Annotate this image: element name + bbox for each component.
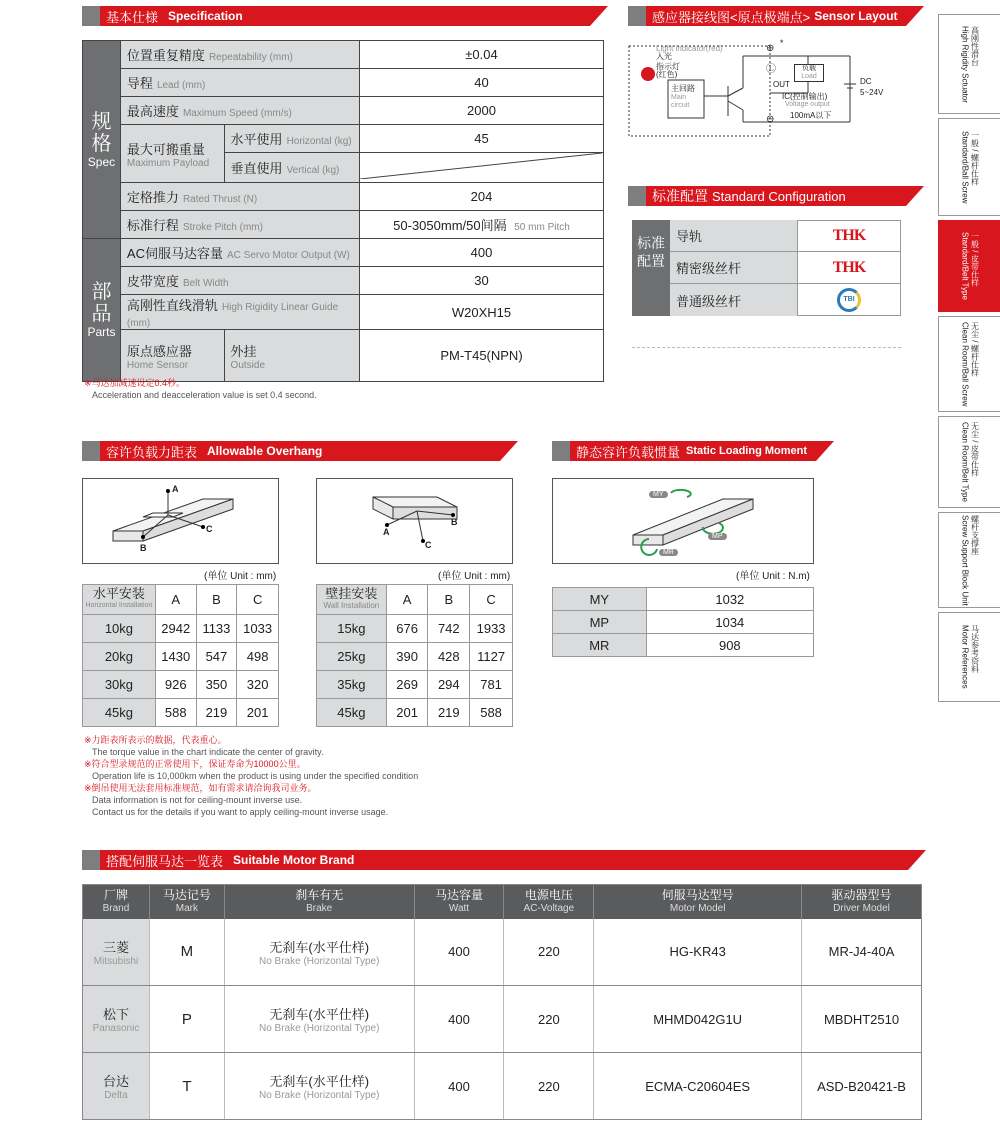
- moment-table: [552, 587, 814, 657]
- spec-row-value: W20XH15: [359, 295, 603, 330]
- wall-title: 壁挂安装 Wall Installation: [317, 585, 387, 615]
- sidebar-tab-clean-belt[interactable]: 无尘 / 皮带仕样 Clean Room/Belt Type: [938, 416, 1000, 508]
- thk-logo: THK: [832, 258, 866, 276]
- spec-row-label: 皮带宽度 Belt Width: [120, 267, 359, 295]
- watt-header: 马达容量 Watt: [414, 885, 504, 919]
- diagonal-slash: [360, 153, 602, 179]
- table-row: 35kg 269 294 781: [317, 671, 513, 699]
- wall-overhang-table: [316, 584, 513, 727]
- minus-terminal-icon: ⊖: [766, 114, 775, 125]
- motor-section-header: [82, 850, 926, 870]
- spec-row-label: 高刚性直线滑轨 High Rigidity Linear Guide (mm): [120, 295, 359, 330]
- table-row: 20kg 1430 547 498: [83, 643, 279, 671]
- spec-section-header: [82, 6, 608, 26]
- sidebar-tab-motor-references[interactable]: 马达参考资料 Motor References: [938, 612, 1000, 702]
- spec-row-value: 400: [359, 239, 603, 267]
- voltage-header: 电源电压 AC-Voltage: [504, 885, 594, 919]
- motor-header-en: Suitable Motor Brand: [233, 853, 355, 867]
- mr-label: MR: [659, 549, 678, 556]
- unit-label-moment: (单位 Unit : N.m): [736, 571, 810, 582]
- col-a-header: A: [386, 585, 428, 615]
- light-indicator-label: Light indicator(red): [656, 44, 723, 53]
- table-row: 三菱 Mitsubishi M 无刹车(水平仕样) No Brake (Horizontal Type) 400 220 HG-KR43 MR-J4-40A: [83, 919, 922, 986]
- table-row: 25kg 390 428 1127: [317, 643, 513, 671]
- in-light-label: 入光: [656, 52, 672, 61]
- overhang-header-en: Allowable Overhang: [207, 444, 323, 458]
- config-table: [632, 220, 901, 348]
- moment-header-en: Static Loading Moment: [686, 445, 808, 457]
- table-row: MP 1034: [553, 611, 814, 634]
- motor-table: [82, 884, 922, 1120]
- payload-horizontal-value: 45: [359, 125, 603, 153]
- config-row: 普通级丝杆 TBI: [670, 284, 901, 316]
- spec-row-label: 标准行程 Stroke Pitch (mm): [120, 211, 359, 239]
- load-terminal-icon: Ⓛ: [766, 64, 776, 75]
- sidebar-tab-standard-ball-screw[interactable]: 一般 / 螺杆仕样 Standard/Ball Screw: [938, 118, 1000, 216]
- overhang-notes: ※力距表所表示的数据，代表重心。 The torque value in the chart indicate the center of gravity. ※符合型录规范的正常使用下，保证寿命为10000公里。 Operation life is 10,000km when the product is using under the specified condition ※倒吊使用无法套用标准规范，如有需求请洽询我司业务。 Data information is not for ceiling-mount inverse use. Contact us for the details if you want to apply ceiling-mount inverse usage.: [84, 735, 419, 817]
- sensor-wiring-diagram: [628, 36, 884, 140]
- sidebar-tab-high-rigidity[interactable]: 高刚性滑台 High Rigidity Sctuator: [938, 14, 1000, 114]
- red-label: (红色): [656, 70, 678, 79]
- spec-row-value: 204: [359, 183, 603, 211]
- config-section-header: [628, 186, 924, 206]
- table-row: 松下 Panasonic P 无刹车(水平仕样) No Brake (Horizontal Type) 400 220 MHMD042G1U MBDHT2510: [83, 986, 922, 1053]
- motor-header-cn: 搭配伺服马达一览表: [106, 853, 224, 869]
- spec-row-value: 50-3050mm/50间隔 50 mm Pitch: [359, 211, 603, 239]
- sidebar-tab-screw-support[interactable]: 螺杆支撑座 Screw Support Block Unit: [938, 512, 1000, 608]
- table-row: 10kg 2942 1133 1033: [83, 615, 279, 643]
- plus-terminal-icon: ⊕: [766, 43, 775, 54]
- table-row: 台达 Delta T 无刹车(水平仕样) No Brake (Horizontal Type) 400 220 ECMA-C20604ES ASD-B20421-B: [83, 1053, 922, 1120]
- wall-rail-drawing: [317, 479, 514, 565]
- overhang-section-header: [82, 441, 518, 461]
- indicator-label: 指示灯: [656, 62, 680, 71]
- spec-row-label: 位置重复精度 Repeatability (mm): [120, 41, 359, 69]
- horizontal-overhang-table: [82, 584, 279, 727]
- col-b-header: B: [428, 585, 470, 615]
- unit-label-wall: (单位 Unit : mm): [438, 571, 511, 582]
- spec-header-cn: 基本仕様: [106, 9, 159, 25]
- dc-voltage-label: 5~24V: [860, 88, 884, 97]
- horizontal-title: 水平安装 Horizontal Installation: [83, 585, 156, 615]
- voltage-output-label: Voltage output: [785, 101, 830, 108]
- dc-label: DC: [860, 77, 872, 86]
- home-sensor-value: PM-T45(NPN): [359, 330, 603, 382]
- table-row: 30kg 926 350 320: [83, 671, 279, 699]
- home-sensor-label: 原点感应器 Home Sensor: [120, 330, 224, 382]
- table-row: MR 908: [553, 634, 814, 657]
- moment-header-cn: 静态容许负载惯量: [576, 444, 681, 460]
- out-label: OUT: [773, 80, 790, 89]
- table-row: MY 1032: [553, 588, 814, 611]
- driver-model-header: 驱动器型号 Driver Model: [802, 885, 922, 919]
- main-circuit-cn: 主回路: [671, 84, 695, 93]
- payload-vertical-value: [359, 153, 603, 183]
- col-c-header: C: [237, 585, 279, 615]
- current-limit-label: 100mA以下: [790, 111, 832, 120]
- moment-diagram: [552, 478, 814, 564]
- config-row: 导轨 THK: [670, 220, 901, 252]
- main-circuit-en: Main circuit: [671, 94, 690, 109]
- brake-header: 刹车有无 Brake: [224, 885, 414, 919]
- brand-header: 厂牌 Brand: [83, 885, 150, 919]
- spec-table: [82, 40, 604, 382]
- table-row: 45kg 588 219 201: [83, 699, 279, 727]
- sensor-header-en: Sensor Layout: [814, 9, 898, 23]
- config-side-label: 标准配置: [632, 220, 670, 316]
- load-box: 负载 Load: [794, 64, 824, 82]
- horizontal-installation-diagram: [82, 478, 279, 564]
- point-b-label: B: [451, 517, 458, 527]
- sidebar-tab-standard-belt[interactable]: 一般 / 皮带仕样 Standard/Belt Type: [938, 220, 1000, 312]
- moment-rail-drawing: [553, 479, 815, 565]
- point-a-label: A: [172, 484, 179, 494]
- spec-row-label: 导程 Lead (mm): [120, 69, 359, 97]
- spec-row-label: 最高速度 Maximum Speed (mm/s): [120, 97, 359, 125]
- wall-installation-diagram: [316, 478, 513, 564]
- sensor-header-cn: 感应器接线图<原点极端点>: [652, 9, 811, 25]
- config-header-cn: 标准配置: [652, 188, 708, 204]
- tbi-logo: TBI: [797, 288, 901, 312]
- spec-row-value: 2000: [359, 97, 603, 125]
- table-row: 45kg 201 219 588: [317, 699, 513, 727]
- sidebar-tab-clean-ball-screw[interactable]: 无尘 / 螺杆仕样 Clean Room/Ball Screw: [938, 316, 1000, 412]
- spec-row-value: ±0.04: [359, 41, 603, 69]
- col-a-header: A: [155, 585, 196, 615]
- spec-row-label: AC伺服马达容量 AC Servo Motor Output (W): [120, 239, 359, 267]
- col-b-header: B: [196, 585, 237, 615]
- point-b-label: B: [140, 543, 147, 553]
- motor-model-header: 伺服马达型号 Motor Model: [594, 885, 802, 919]
- my-label: MY: [649, 491, 668, 498]
- overhang-header-cn: 容许负载力距表: [106, 444, 198, 460]
- point-c-label: C: [425, 540, 432, 550]
- outside-label: 外挂 Outside: [224, 330, 359, 382]
- point-c-label: C: [206, 524, 213, 534]
- payload-vertical-label: 垂直使用 Vertical (kg): [224, 153, 359, 183]
- spec-row-value: 40: [359, 69, 603, 97]
- config-row: 精密级丝杆 THK: [670, 252, 901, 284]
- spec-header-en: Specification: [168, 9, 243, 23]
- table-row: 15kg 676 742 1933: [317, 615, 513, 643]
- thk-logo: THK: [832, 226, 866, 244]
- parts-group-label: 部品 Parts: [83, 239, 121, 382]
- spec-row-value: 30: [359, 267, 603, 295]
- config-header-en: Standard Configuration: [712, 188, 846, 204]
- payload-label: 最大可搬重量 Maximum Payload: [120, 125, 224, 183]
- mark-header: 马达记号 Mark: [149, 885, 224, 919]
- spec-row-label: 定格推力 Rated Thrust (N): [120, 183, 359, 211]
- col-c-header: C: [470, 585, 513, 615]
- spec-group-label: 规格 Spec: [83, 41, 121, 239]
- payload-horizontal-label: 水平使用 Horizontal (kg): [224, 125, 359, 153]
- mp-label: MP: [708, 533, 727, 540]
- star-mark: *: [780, 38, 784, 48]
- ic-label: IC(控制输出): [782, 92, 828, 101]
- unit-label-horizontal: (单位 Unit : mm): [204, 571, 277, 582]
- moment-section-header: [552, 441, 834, 461]
- horizontal-rail-drawing: [83, 479, 280, 565]
- point-a-label: A: [383, 527, 390, 537]
- sensor-section-header: [628, 6, 924, 26]
- spec-note: ※马达加减速设定0.4秒。 Acceleration and deacceleration value is set 0.4 second.: [84, 378, 317, 400]
